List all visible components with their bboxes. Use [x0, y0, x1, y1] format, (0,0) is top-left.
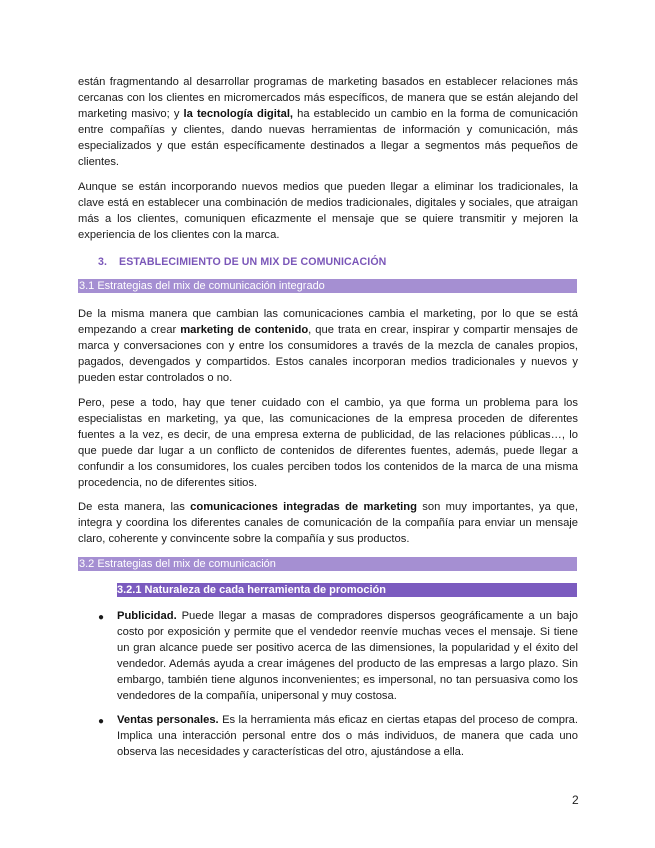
bold-term: marketing de contenido — [180, 324, 309, 336]
paragraph-text: ha establecido un cambio en la forma de comunicación entre compañías y clientes, dando nuevas herramientas de información y comunicación, más especializados y que están específicamente destinados a llegar a segmentos más pequeños de clientes. — [78, 108, 578, 168]
section-3-2-1-heading: 3.2.1 Naturaleza de cada herramienta de promoción — [117, 583, 577, 597]
bullet-term: Ventas personales. — [117, 714, 219, 726]
paragraph-text: De esta manera, las — [78, 501, 191, 513]
section-3-1-heading: 3.1 Estrategias del mix de comunicación integrado — [78, 279, 577, 293]
paragraph-4 — [78, 395, 578, 491]
list-item-ventas-personales — [117, 712, 578, 760]
section-3-2-heading: 3.2 Estrategias del mix de comunicación — [78, 557, 577, 571]
paragraph-text: están fragmentando al desarrollar programas de marketing basados en establecer relaciones más cercanas con los clientes en micromercados más específicos, de manera que se están alejando del marketing masivo; y — [78, 76, 578, 120]
section-title: ESTABLECIMIENTO DE UN MIX DE COMUNICACIÓN — [119, 256, 387, 268]
bullet-icon: ● — [98, 716, 105, 727]
page-number: 2 — [572, 793, 579, 807]
bullet-text: Es la herramienta más eficaz en ciertas etapas del proceso de compra. Implica una interacción personal entre dos o más individuos, de manera que cada uno observa las necesidades y características del otro, ajustándose a ella. — [117, 714, 578, 758]
paragraph-1 — [78, 74, 578, 170]
bullet-icon: ● — [98, 612, 105, 623]
bold-term: comunicaciones integradas de marketing — [190, 501, 417, 513]
paragraph-text: Pero, pese a todo, hay que tener cuidado con el cambio, ya que forma un problema para los especialistas en marketing, ya que, las comunicaciones de la empresa proceden de diferentes fuentes a la vez, es decir, de una empresa externa de publicidad, de las relaciones públicas…, lo que puede dar lugar a un conflicto de contenidos de diferentes fuentes, además, puede llegar a confundir a los consumidores, los cuales perciben todos los contenidos de la marca de una misma procedencia, no de diferentes sitios. — [78, 397, 578, 489]
bullet-text: Puede llegar a masas de compradores dispersos geográficamente a un bajo costo por exposición y permite que el vendedor reenvíe muchas veces el mensaje. Si tiene un gran alcance puede ser positivo acerca de las dimensiones, la popularidad y el éxito del vendedor. Además ayuda a crear imágenes del producto de las empresas a largo plazo. Sin embargo, también tiene algunos inconvenientes; es impersonal, no tan persuasiva como los vendedores de la compañía, unipersonal y muy costosa. — [117, 610, 578, 702]
paragraph-3 — [78, 306, 578, 386]
bold-term: la tecnología digital, — [183, 108, 294, 120]
paragraph-text: son muy importantes, ya que, integra y coordina los diferentes canales de comunicación de la compañía para enviar un mensaje claro, coherente y convincente sobre la compañía y sus productos. — [78, 501, 578, 545]
paragraph-5 — [78, 499, 578, 547]
list-item-publicidad — [117, 608, 578, 704]
section-3-heading — [98, 256, 386, 268]
bullet-term: Publicidad. — [117, 610, 177, 622]
paragraph-text: Aunque se están incorporando nuevos medios que pueden llegar a eliminar los tradicionales, la clave está en establecer una combinación de medios tradicionales, digitales y sociales, que atraigan más a los clientes, comuniquen eficazmente el mensaje que se quiere transmitir y mejoren la experiencia de los clientes con la marca. — [78, 181, 578, 241]
paragraph-2 — [78, 179, 578, 243]
paragraph-text: , que trata en crear, inspirar y compartir mensajes de marca y conversaciones con y entre los consumidores a través de la mezcla de canales propios, pagados, devengados y compartidos. Estos canales incorporan medios tradicionales y nuevos y pueden estar controlados o no. — [78, 324, 578, 384]
section-number: 3. — [98, 256, 108, 268]
paragraph-text: De la misma manera que cambian las comunicaciones cambia el marketing, por lo que se está empezando a crear — [78, 308, 578, 336]
